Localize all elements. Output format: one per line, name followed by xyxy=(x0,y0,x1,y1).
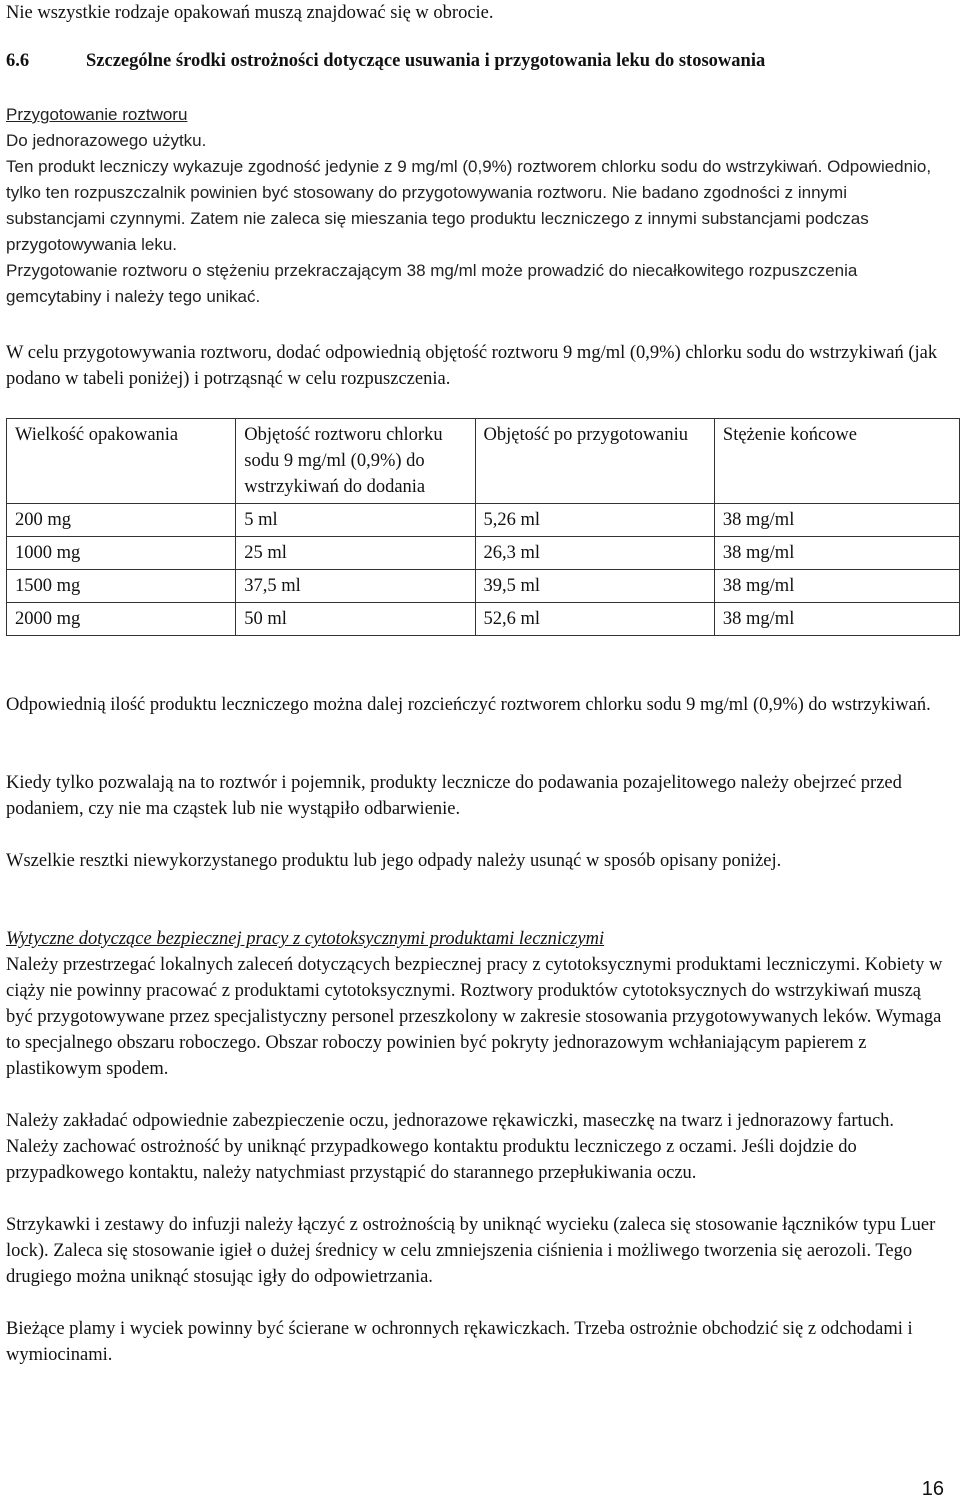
single-use-note: Do jednorazowego użytku. xyxy=(6,131,207,150)
prep-heading: Przygotowanie roztworu xyxy=(6,105,188,124)
dilution-paragraph: Odpowiednią ilość produktu leczniczego można dalej rozcieńczyć roztworem chlorku sodu 9 mg/ml (0,9%) do wstrzykiwań. xyxy=(6,695,931,715)
table-cell: 38 mg/ml xyxy=(714,570,959,603)
table-cell: 39,5 ml xyxy=(475,570,714,603)
header-cell: Wielkość opakowania xyxy=(7,419,236,504)
table-cell: 37,5 ml xyxy=(236,570,475,603)
reconstitution-table xyxy=(6,418,960,636)
table-row xyxy=(7,504,960,537)
compat-sentence: Przygotowanie roztworu o stężeniu przekraczającym 38 mg/ml może prowadzić do niecałkowitego rozpuszczenia gemcytabiny i należy tego unikać. xyxy=(6,261,858,306)
table-cell: 2000 mg xyxy=(7,603,236,636)
compat-sentence: Ten produkt leczniczy wykazuje zgodność jedynie z 9 mg/ml (0,9%) roztworem chlorku sodu do wstrzykiwań. xyxy=(6,157,823,176)
table-cell: 38 mg/ml xyxy=(714,603,959,636)
reconstitution-paragraph: W celu przygotowywania roztworu, dodać odpowiednią objętość roztworu 9 mg/ml (0,9%) chlorku sodu do wstrzykiwań (jak podano w tabeli poniżej) i potrząsnąć w celu rozpuszczenia. xyxy=(6,343,938,389)
header-cell: Objętość roztworu chlorku sodu 9 mg/ml (0,9%) do wstrzykiwań do dodania xyxy=(236,419,475,504)
table-cell: 1000 mg xyxy=(7,537,236,570)
compat-sentence: Nie badano zgodności z innymi substancjami czynnymi. xyxy=(6,183,847,228)
table-cell: 200 mg xyxy=(7,504,236,537)
table-row xyxy=(7,570,960,603)
guidelines-paragraph: Bieżące plamy i wyciek powinny być ścierane w ochronnych rękawiczkach. Trzeba ostrożnie obchodzić się z odchodami i wymiocinami. xyxy=(6,1319,913,1365)
table-cell: 26,3 ml xyxy=(475,537,714,570)
guidelines-paragraph: Należy przestrzegać lokalnych zaleceń dotyczących bezpiecznej pracy z cytotoksycznymi produktami leczniczymi. Kobiety w ciąży nie powinny pracować z produktami cytotoksycznymi. Roztwory produktów cytotoksycznych do wstrzykiwań muszą być przygotowywane przez specjalistyczny personel przeszkolony w zakresie stosowania przygotowywanych leków. Wymaga to specjalnego obszaru roboczego. Obszar roboczy powinien być pokryty jednorazowym wchłaniającym papierem z plastikowym spodem. xyxy=(6,955,943,1079)
disposal-paragraph: Wszelkie resztki niewykorzystanego produktu lub jego odpady należy usunąć w sposób opisany poniżej. xyxy=(6,851,782,871)
compat-sentence: Odpowiednio, tylko ten rozpuszczalnik powinien być stosowany do przygotowywania roztworu. xyxy=(6,157,932,202)
section-heading xyxy=(6,48,946,74)
guidelines-paragraph: Strzykawki i zestawy do infuzji należy łączyć z ostrożnością by uniknąć wycieku (zaleca się stosowanie łączników typu Luer lock). Zaleca się stosowanie igieł o dużej średnicy w celu zmniejszenia ciśnienia i możliwego tworzenia się aerozoli. Tego drugiego można uniknąć stosując igły do odpowietrzania. xyxy=(6,1215,936,1287)
table-row xyxy=(7,537,960,570)
table-cell: 5,26 ml xyxy=(475,504,714,537)
page-number: 16 xyxy=(921,1478,944,1500)
table-cell: 25 ml xyxy=(236,537,475,570)
table-cell: 50 ml xyxy=(236,603,475,636)
table-cell: 5 ml xyxy=(236,504,475,537)
table-cell: 38 mg/ml xyxy=(714,537,959,570)
header-cell: Objętość po przygotowaniu xyxy=(475,419,714,504)
header-cell: Stężenie końcowe xyxy=(714,419,959,504)
table-cell: 38 mg/ml xyxy=(714,504,959,537)
table-cell: 52,6 ml xyxy=(475,603,714,636)
section-title: Szczególne środki ostrożności dotyczące usuwania i przygotowania leku do stosowania xyxy=(86,51,766,71)
guidelines-heading: Wytyczne dotyczące bezpiecznej pracy z cytotoksycznymi produktami leczniczymi xyxy=(6,929,605,949)
table-header-row xyxy=(7,419,960,504)
intro-line: Nie wszystkie rodzaje opakowań muszą znajdować się w obrocie. xyxy=(6,3,494,23)
section-number: 6.6 xyxy=(6,51,30,71)
table-cell: 1500 mg xyxy=(7,570,236,603)
guidelines-paragraph: Należy zakładać odpowiednie zabezpieczenie oczu, jednorazowe rękawiczki, maseczkę na twarz i jednorazowy fartuch. Należy zachować ostrożność by uniknąć przypadkowego kontaktu produktu leczniczego z oczami. Jeśli dojdzie do przypadkowego kontaktu, należy natychmiast przystąpić do starannego przepłukiwania oczu. xyxy=(6,1111,895,1183)
compat-sentence: Zatem nie zaleca się mieszania tego produktu leczniczego z innymi substancjami podczas przygotowywania leku. xyxy=(6,209,869,254)
table-row xyxy=(7,603,960,636)
compatibility-paragraph xyxy=(6,154,946,310)
inspection-paragraph: Kiedy tylko pozwalają na to roztwór i pojemnik, produkty lecznicze do podawania pozajelitowego należy obejrzeć przed podaniem, czy nie ma cząstek lub nie wystąpiło odbarwienie. xyxy=(6,773,902,819)
